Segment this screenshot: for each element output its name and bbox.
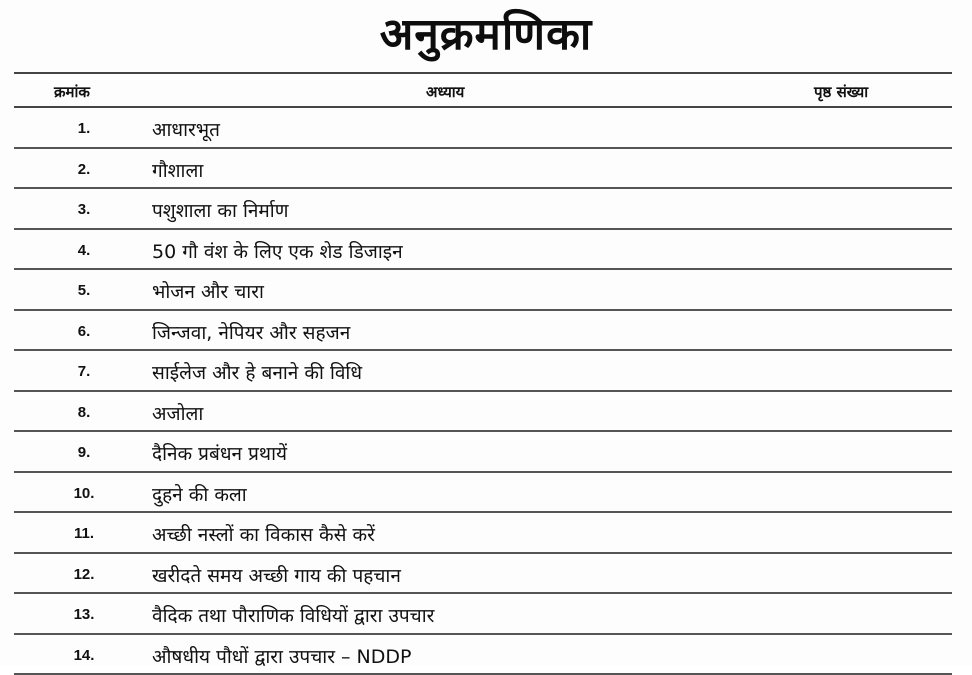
row-chapter: अजोला (152, 400, 203, 426)
row-number: 14. (64, 647, 104, 664)
row-number: 4. (64, 242, 104, 259)
table-row (14, 351, 952, 392)
table-row (14, 311, 952, 352)
table-row (14, 513, 952, 554)
table-row (14, 189, 952, 230)
table-row (14, 270, 952, 311)
row-chapter: गौशाला (152, 157, 203, 183)
row-number: 9. (64, 444, 104, 461)
contents-table (14, 108, 952, 675)
row-chapter: अच्छी नस्लों का विकास कैसे करें (152, 521, 375, 547)
row-chapter: साईलेज और हे बनाने की विधि (152, 359, 362, 385)
row-number: 3. (64, 201, 104, 218)
header-page: पृष्ठ संख्या (814, 82, 868, 102)
row-chapter: आधारभूत (152, 116, 220, 142)
table-row (14, 230, 952, 271)
row-number: 1. (64, 120, 104, 137)
row-number: 10. (64, 485, 104, 502)
page-title: अनुक्रमणिका (0, 6, 972, 64)
table-header (14, 78, 952, 104)
row-chapter: जिन्जवा, नेपियर और सहजन (152, 319, 350, 345)
row-chapter: वैदिक तथा पौराणिक विधियों द्वारा उपचार (152, 602, 434, 628)
table-row (14, 392, 952, 433)
row-number: 7. (64, 363, 104, 380)
header-top-rule (14, 72, 952, 74)
row-number: 8. (64, 404, 104, 421)
table-row (14, 149, 952, 190)
table-row (14, 594, 952, 635)
row-chapter: 50 गौ वंश के लिए एक शेड डिजाइन (152, 238, 403, 264)
row-number: 12. (64, 566, 104, 583)
row-chapter: पशुशाला का निर्माण (152, 197, 288, 223)
table-row (14, 473, 952, 514)
row-chapter: औषधीय पौधों द्वारा उपचार – NDDP (152, 643, 412, 669)
row-chapter: दुहने की कला (152, 481, 247, 507)
row-number: 2. (64, 161, 104, 178)
header-number: क्रमांक (54, 82, 90, 102)
row-chapter: खरीदते समय अच्छी गाय की पहचान (152, 562, 401, 588)
row-chapter: दैनिक प्रबंधन प्रथायें (152, 440, 287, 466)
row-number: 13. (64, 606, 104, 623)
row-number: 6. (64, 323, 104, 340)
table-row (14, 108, 952, 149)
table-row (14, 432, 952, 473)
table-row (14, 554, 952, 595)
row-number: 11. (64, 525, 104, 542)
header-chapter: अध्याय (426, 82, 464, 102)
table-row (14, 635, 952, 675)
row-number: 5. (64, 282, 104, 299)
row-chapter: भोजन और चारा (152, 278, 264, 304)
